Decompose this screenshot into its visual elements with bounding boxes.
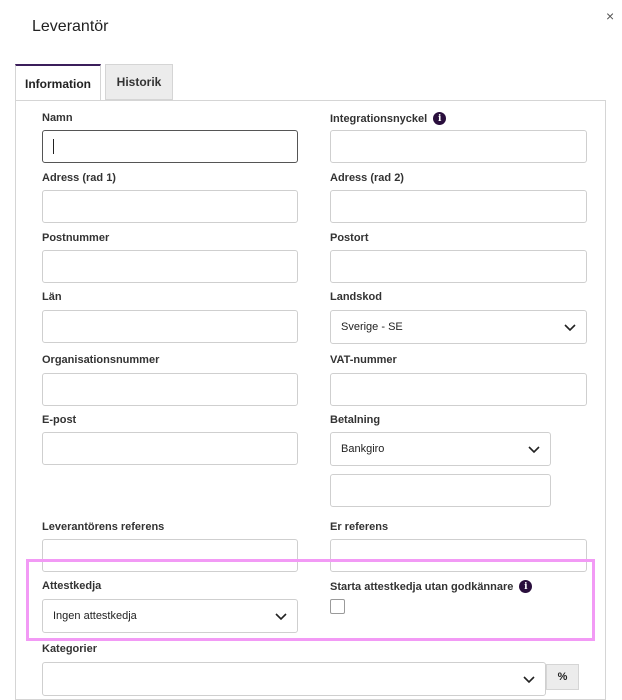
kategorier-select[interactable]	[42, 662, 546, 696]
betalning-number-input[interactable]	[330, 474, 551, 507]
postort-input[interactable]	[330, 250, 587, 283]
lan-input[interactable]	[42, 310, 298, 343]
adress2-label	[330, 172, 404, 184]
lan-label	[42, 291, 62, 303]
er-referens-label	[330, 521, 388, 533]
landskod-select[interactable]	[330, 310, 587, 344]
landskod-label	[330, 291, 382, 303]
namn-label	[42, 112, 73, 124]
vat-input[interactable]	[330, 373, 587, 406]
chevron-down-icon	[523, 673, 535, 685]
epost-label	[42, 414, 76, 426]
vat-label	[330, 354, 397, 366]
close-icon[interactable]: ×	[606, 8, 615, 24]
attestkedja-value: Ingen attestkedja	[53, 610, 137, 622]
betalning-select[interactable]	[330, 432, 551, 466]
adress1-input[interactable]	[42, 190, 298, 223]
postnummer-label	[42, 232, 109, 244]
starta-attestkedja-label-text: Starta attestkedja utan godkännare	[330, 580, 514, 593]
leverantorens-referens-input[interactable]	[42, 539, 298, 572]
namn-label-text: Namn	[42, 112, 73, 124]
kategorier-percent-button[interactable]: %	[546, 664, 579, 690]
landskod-value: Sverige - SE	[341, 321, 403, 333]
chevron-down-icon	[528, 443, 540, 455]
integrationsnyckel-label	[330, 112, 446, 125]
vat-label-text: VAT-nummer	[330, 354, 397, 366]
dialog-title: Leverantör	[32, 18, 109, 35]
adress2-label-text: Adress (rad 2)	[330, 172, 404, 184]
epost-input[interactable]	[42, 432, 298, 465]
organisationsnummer-input[interactable]	[42, 373, 298, 406]
betalning-value: Bankgiro	[341, 443, 385, 455]
info-icon[interactable]: i	[433, 112, 446, 125]
landskod-label-text: Landskod	[330, 291, 382, 303]
adress1-label-text: Adress (rad 1)	[42, 172, 116, 184]
text-caret	[53, 139, 54, 154]
postort-label	[330, 232, 369, 244]
namn-input[interactable]	[42, 130, 298, 163]
starta-attestkedja-label	[330, 580, 532, 593]
adress1-label	[42, 172, 116, 184]
epost-label-text: E-post	[42, 414, 77, 426]
er-referens-label-text: Er referens	[330, 521, 389, 533]
starta-attestkedja-checkbox[interactable]	[330, 599, 345, 614]
attestkedja-select[interactable]	[42, 599, 298, 633]
tab-historik[interactable]: Historik	[105, 64, 173, 100]
betalning-label-text: Betalning	[330, 414, 381, 426]
postnummer-input[interactable]	[42, 250, 298, 283]
kategorier-label	[42, 643, 97, 655]
integrationsnyckel-label-text: Integrationsnyckel	[330, 112, 428, 125]
tab-information[interactable]: Information	[15, 64, 101, 101]
postort-label-text: Postort	[330, 232, 369, 244]
leverantorens-referens-label-text: Leverantörens referens	[42, 521, 165, 533]
betalning-label	[330, 414, 380, 426]
attestkedja-label	[42, 580, 101, 592]
attestkedja-label-text: Attestkedja	[42, 580, 102, 592]
info-icon[interactable]: i	[519, 580, 532, 593]
lan-label-text: Län	[42, 291, 62, 303]
postnummer-label-text: Postnummer	[42, 232, 110, 244]
integrationsnyckel-input[interactable]	[330, 130, 587, 163]
kategorier-label-text: Kategorier	[42, 643, 98, 655]
er-referens-input[interactable]	[330, 539, 587, 572]
chevron-down-icon	[564, 321, 576, 333]
leverantorens-referens-label	[42, 521, 164, 533]
chevron-down-icon	[275, 610, 287, 622]
organisationsnummer-label-text: Organisationsnummer	[42, 354, 160, 366]
adress2-input[interactable]	[330, 190, 587, 223]
organisationsnummer-label	[42, 354, 159, 366]
